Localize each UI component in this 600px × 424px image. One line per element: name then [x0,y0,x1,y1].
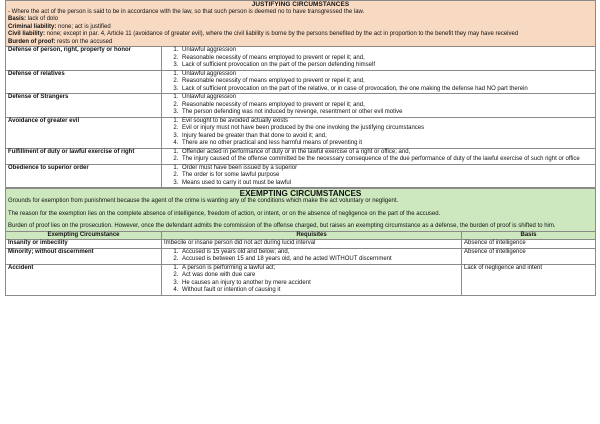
burden-of-proof-label: Burden of proof: [8,38,56,45]
requisites-cell [162,47,596,71]
requisite-item: 4. Without fault or intention of causing it [180,287,459,295]
requisites-cell [162,148,596,164]
requisite-item: 2. Act was done with due care [180,272,459,280]
circumstance-label: Accident [6,264,162,295]
requisite-item: 1. Evil sought to be avoided actually exists [180,118,593,126]
requisite-item: 2. Evil or injury must not have been produced by the one invoking the justifying circumstances [180,125,593,133]
table-row [6,264,596,295]
requisite-item: 2. Reasonable necessity of means employed to prevent or repel it; and, [180,102,593,110]
requisite-item: 3. Means used to carry it out must be lawful [180,180,593,188]
requisites-cell: Imbecile or insane person did not act during lucid interval [162,240,462,249]
requisite-item: 1. Unlawful aggression [180,47,593,55]
circumstance-label: Fulfillment of duty or lawful exercise of right [6,148,162,164]
requisites-list [164,249,459,264]
requisite-item: 4. There are no other practical and less harmful means of preventing it [180,140,593,148]
requisite-item: 3. Lack of sufficient provocation on the part of the relative, or in case of provocation, the one making the defense had NO part therein [180,86,593,94]
exempting-paragraph: The reason for the exemption lies on the complete absence of intelligence, freedom of action, or intent, or on the absence of negligence on the part of the accused. [8,210,441,217]
requisites-list [164,94,593,117]
requisite-item: 2. Reasonable necessity of means employed to prevent or repel it; and, [180,78,593,86]
requisite-item: 3. The person defending was not induced by revenge, resentment or other evil motive [180,109,593,117]
justifying-table [5,0,596,188]
requisite-item: 2. The order is for some lawful purpose [180,172,593,180]
basis-cell: Lack of negligence and intent [462,264,596,295]
table-row [6,148,596,164]
basis-line [8,16,593,24]
civil-liability-line [8,31,593,39]
column-header-basis: Basis [462,231,596,240]
circumstance-label: Obedience to superior order [6,164,162,188]
requisite-item: 1. Unlawful aggression [180,94,593,102]
requisite-item: 2. The injury caused of the offense committed be the necessary consequence of the due performance of duty of the lawful exercise of such right or office [180,156,593,164]
criminal-liability-line [8,24,593,32]
requisites-list [164,149,593,164]
requisites-list [164,118,593,148]
requisites-cell [162,94,596,118]
requisite-item: 3. Injury feared be greater than that done to avoid it; and, [180,133,593,141]
requisite-item: 1. Offender acted in performance of duty or in the lawful exercise of a right or office; and, [180,149,593,157]
circumstance-label: Avoidance of greater evil [6,117,162,148]
table-row [6,117,596,148]
column-header-circumstance: Exempting Circumstance [6,231,162,240]
criminal-liability-label: Criminal liability: [8,23,57,30]
requisite-item: 1. Order must have been issued by a superior [180,165,593,173]
table-row [6,240,596,249]
requisite-item: 2. Reasonable necessity of means employed to prevent or repel it; and, [180,55,593,63]
requisites-cell [162,248,462,264]
requisite-item: 2. Accused is between 15 and 18 years old, and he acted WITHOUT discernment [180,256,459,264]
requisites-list [164,265,459,295]
table-row [6,164,596,188]
exempting-title: EXEMPTING CIRCUMSTANCES [239,189,362,198]
table-row [6,248,596,264]
requisites-cell [162,117,596,148]
circumstance-label: Minority; without discernment [6,248,162,264]
requisite-item: 1. Unlawful aggression [180,71,593,79]
basis-cell: Absence of intelligence [462,248,596,264]
requisites-cell [162,70,596,94]
requisites-list [164,165,593,188]
requisite-item: 1. A person is performing a lawful act; [180,265,459,273]
column-header-requisites: Requisites [162,231,462,240]
document-page [5,0,595,296]
justifying-header-cell [6,1,596,47]
justifying-intro: - Where the act of the person is said to be in accordance with the law, so that such person is deemed no to have transgressed the law. [8,8,365,15]
table-row [6,94,596,118]
requisite-item: 3. Lack of sufficient provocation on the part of the person defending himself [180,62,593,70]
justifying-rows [6,47,596,188]
requisite-item: 3. He causes an injury to another by mere accident [180,280,459,288]
civil-liability-label: Civil liability: [8,31,46,37]
basis-value: lack of dolo [26,16,59,22]
exempting-paragraph: Grounds for exemption from punishment because the agent of the crime is wanting any of the conditions which make the act voluntary or negligent. [8,198,399,204]
justifying-title: JUSTIFYING CIRCUMSTANCES [251,1,350,8]
civil-liability-value: none; except in par. 4, Article 11 (avoidance of greater evil), where the civil liability is borne by the persons benefited by the act in proportion to the benefit they may have received [45,31,519,37]
circumstance-label: Defense of Strangers [6,94,162,118]
circumstance-label: Defense of person, right, property or honor [6,47,162,71]
requisites-cell [162,164,596,188]
exempting-rows [6,240,596,296]
requisites-list [164,71,593,94]
circumstance-label: Defense of relatives [6,70,162,94]
requisite-item: 1. Accused is 15 years old and below; and, [180,249,459,257]
table-row [6,47,596,71]
table-row [6,70,596,94]
exempting-paragraph: Burden of proof lies on the prosecution. However, once the defendant admits the commission of the offense charged, but raises an exempting circumstance as a defense, the burden of proof is shifted to him. [8,223,556,229]
basis-label: Basis: [8,16,27,22]
basis-cell: Absence of intelligence [462,240,596,249]
burden-of-proof-line [8,39,593,47]
requisites-list [164,47,593,70]
exempting-header-cell [6,189,596,232]
burden-of-proof-value: rests on the accused [55,38,113,45]
requisites-cell [162,264,462,295]
circumstance-label: Insanity or imbecility [6,240,162,249]
exempting-table [5,188,596,296]
criminal-liability-value: none; act is justified [56,23,111,30]
